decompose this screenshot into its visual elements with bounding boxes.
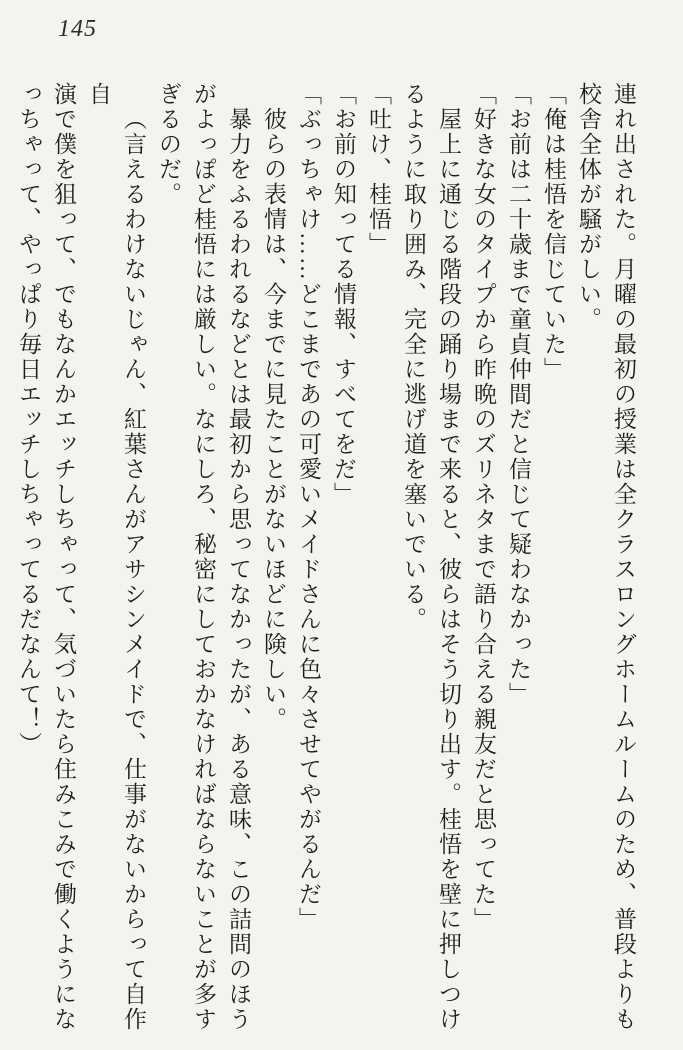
page-text (11, 82, 641, 1034)
text-line: 「お前の知ってる情報、すべてをだ」 (331, 82, 356, 507)
text-line: 彼らの表情は、今までに見たことがないほどに険しい。 (261, 107, 286, 732)
text-line: 「お前は二十歳まで童貞仲間だと信じて疑わなかった」 (506, 82, 531, 707)
text-line: 「吐け、桂悟」 (366, 82, 391, 257)
text-line: 「俺は桂悟を信じていた」 (541, 82, 566, 382)
text-line: ぎるのだ。 (156, 82, 181, 207)
text-line: 演で僕を狙って、でもなんかエッチしちゃって、気づいたら住みこみで働くようにな (51, 82, 76, 1032)
text-line: がよっぽど桂悟には厳しい。なにしろ、秘密にしておかなければならないことが多す (191, 82, 216, 1032)
text-line: 連れ出された。月曜の最初の授業は全クラスロングホームルームのため、普段よりも (611, 82, 636, 1032)
text-line: っちゃって、やっぱり毎日エッチしちゃってるだなんて！） (16, 82, 41, 757)
text-line: 屋上に通じる階段の踊り場まで来ると、彼らはそう切り出す。桂悟を壁に押しつけ (436, 107, 461, 1032)
text-line: （言えるわけないじゃん、紅葉さんがアサシンメイドで、仕事がないからって自作自 (86, 82, 146, 1032)
text-line: 校舎全体が騒がしい。 (576, 82, 601, 332)
page-number: 145 (58, 16, 97, 42)
text-line: 「ぶっちゃけ……どこまであの可愛いメイドさんに色々させてやがるんだ」 (296, 82, 321, 932)
text-line: 「好きな女のタイプから昨晩のズリネタまで語り合える親友だと思ってた」 (471, 82, 496, 932)
text-line: 暴力をふるわれるなどとは最初から思ってなかったが、ある意味、この詰問のほう (226, 107, 251, 1032)
text-line: るように取り囲み、完全に逃げ道を塞いでいる。 (401, 82, 426, 632)
